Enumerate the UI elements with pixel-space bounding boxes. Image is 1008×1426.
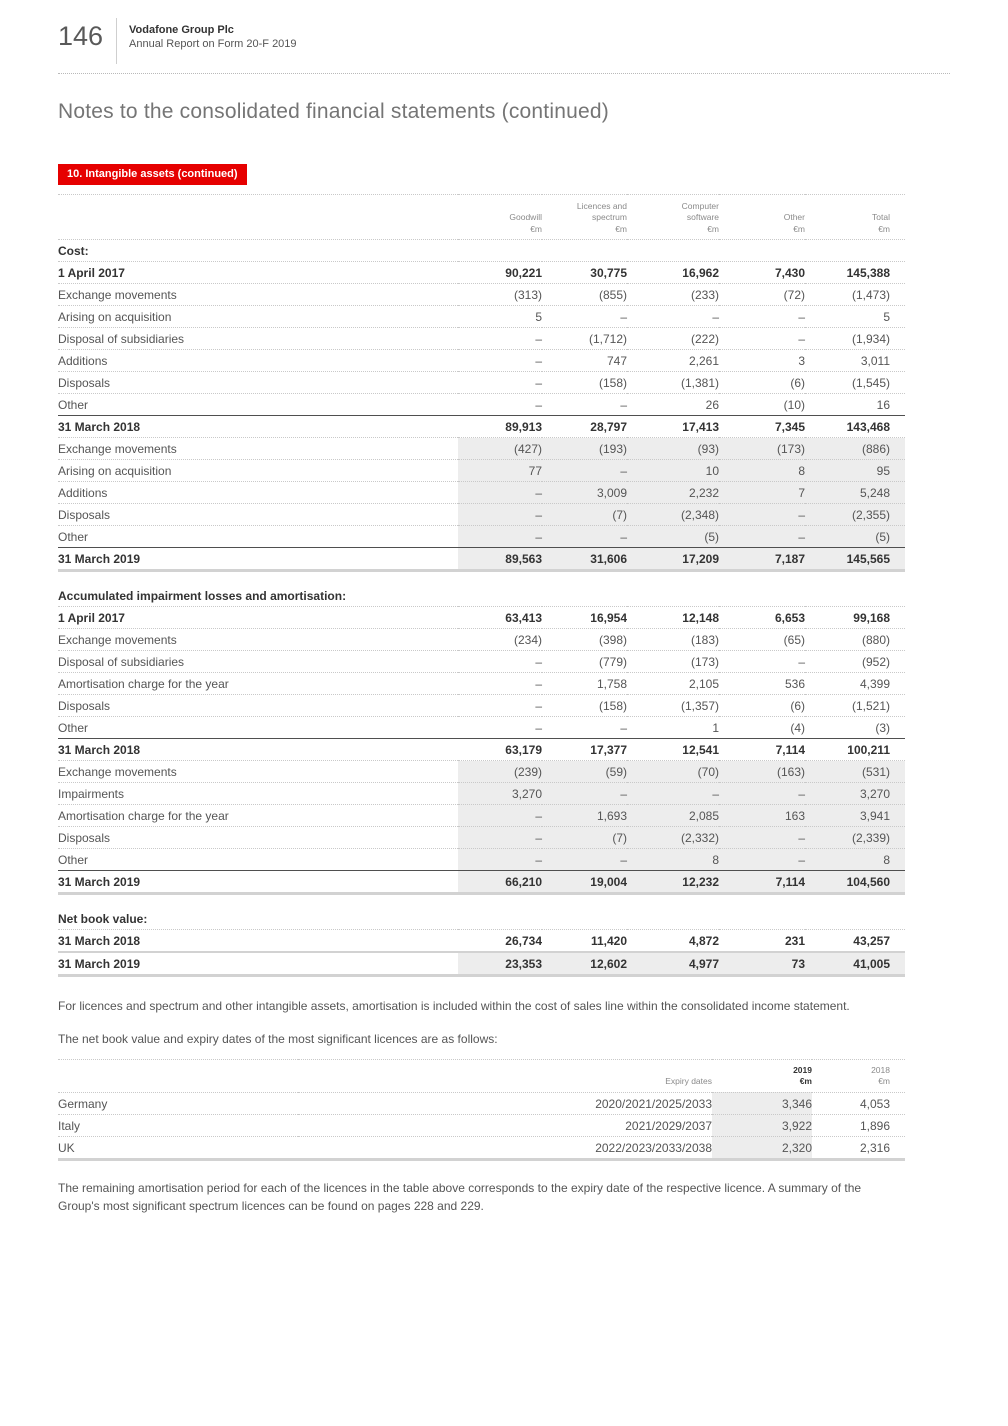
cell-value: 536	[719, 673, 805, 695]
column-header-line: software	[686, 212, 719, 223]
table-row	[58, 761, 905, 783]
cell-value: 28,797	[542, 416, 627, 438]
column-header	[805, 195, 905, 240]
table-row	[58, 651, 905, 673]
column-header-line: Other	[783, 212, 805, 223]
cell-value: (4)	[719, 717, 805, 739]
cell-value: 17,209	[627, 548, 719, 571]
cell-value: –	[458, 849, 542, 871]
cell-value: –	[542, 306, 627, 328]
cell-value: 6,653	[719, 607, 805, 629]
table-row	[58, 416, 905, 438]
row-label: Amortisation charge for the year	[58, 673, 458, 695]
row-label: Other	[58, 526, 458, 548]
cell-value: 10	[627, 460, 719, 482]
cell-value: (779)	[542, 651, 627, 673]
table-row	[58, 673, 905, 695]
cell-value: 163	[719, 805, 805, 827]
row-label: Other	[58, 394, 458, 416]
row-label: Disposals	[58, 504, 458, 526]
year-2019-header	[712, 1059, 812, 1092]
column-header-line: Total	[872, 212, 890, 223]
cell-value: –	[542, 783, 627, 805]
page-header	[58, 16, 1008, 64]
row-label: 31 March 2018	[58, 416, 458, 438]
year-2018-unit: €m	[878, 1076, 890, 1087]
table-row	[58, 871, 905, 894]
row-label: Disposals	[58, 827, 458, 849]
header-rule	[58, 73, 950, 74]
cell-value: 16	[805, 394, 905, 416]
cell-value: 7,345	[719, 416, 805, 438]
section-heading: Accumulated impairment losses and amortisation:	[58, 571, 905, 607]
cell-value: –	[719, 306, 805, 328]
licence-table-container	[58, 1059, 1008, 1161]
cell-value: –	[458, 394, 542, 416]
cell-value: 12,602	[542, 952, 627, 976]
section-heading: Net book value:	[58, 894, 905, 930]
cell-value: 7	[719, 482, 805, 504]
cell-value: 4,399	[805, 673, 905, 695]
cell-value: (158)	[542, 372, 627, 394]
cell-value: 2,261	[627, 350, 719, 372]
row-label: 1 April 2017	[58, 607, 458, 629]
cell-value: (1,712)	[542, 328, 627, 350]
cell-value: 7,114	[719, 871, 805, 894]
cell-value: 104,560	[805, 871, 905, 894]
cell-value: –	[719, 504, 805, 526]
expiry-dates-header: Expiry dates	[298, 1059, 712, 1092]
column-header	[542, 195, 627, 240]
cell-value: (952)	[805, 651, 905, 673]
cell-value: (1,357)	[627, 695, 719, 717]
table-row	[58, 262, 905, 284]
year-2018-label: 2018	[871, 1064, 890, 1075]
cell-value: –	[542, 849, 627, 871]
cell-value: –	[627, 306, 719, 328]
cell-value: (2,332)	[627, 827, 719, 849]
cell-value: –	[719, 328, 805, 350]
row-label: Additions	[58, 350, 458, 372]
cell-value: 17,377	[542, 739, 627, 761]
cell-value: (6)	[719, 695, 805, 717]
cell-value: –	[719, 783, 805, 805]
section-heading-row	[58, 894, 905, 930]
cell-value: (163)	[719, 761, 805, 783]
cell-value: –	[542, 460, 627, 482]
year-2018-header	[812, 1059, 905, 1092]
cell-value: (7)	[542, 827, 627, 849]
row-label: 31 March 2018	[58, 739, 458, 761]
cell-value: (398)	[542, 629, 627, 651]
table-row	[58, 328, 905, 350]
licence-table	[58, 1059, 905, 1161]
cell-value: 5	[458, 306, 542, 328]
cell-value: –	[719, 849, 805, 871]
paragraph-amortisation-note: For licences and spectrum and other intangible assets, amortisation is included within the cost of sales line within the consolidated income statement.	[58, 999, 850, 1014]
cell-value: 1	[627, 717, 719, 739]
year-2019-label: 2019	[793, 1064, 812, 1075]
cell-value: 8	[719, 460, 805, 482]
cell-value: (880)	[805, 629, 905, 651]
cell-value: 63,179	[458, 739, 542, 761]
cell-value: 2,085	[627, 805, 719, 827]
cell-value: 11,420	[542, 930, 627, 953]
paragraph-remaining-amortisation: The remaining amortisation period for each of the licences in the table above corresponds to the expiry date of the respective licence. A summary of the Group's most significant spectrum licences can be found on pages 228 and 229.	[58, 1180, 862, 1214]
column-header-line: €m	[530, 223, 542, 234]
cell-value: (65)	[719, 629, 805, 651]
cell-value: (183)	[627, 629, 719, 651]
cell-value: 747	[542, 350, 627, 372]
cell-value: –	[458, 673, 542, 695]
cell-value: 2,232	[627, 482, 719, 504]
cell-value: 8	[627, 849, 719, 871]
cell-value: 73	[719, 952, 805, 976]
cell-value: (1,521)	[805, 695, 905, 717]
value-2018: 1,896	[812, 1114, 905, 1136]
country-label: Germany	[58, 1092, 298, 1114]
section-heading-row	[58, 240, 905, 262]
header-divider	[116, 18, 117, 64]
page-title: Notes to the consolidated financial statements (continued)	[58, 100, 609, 123]
expiry-dates-value: 2022/2023/2033/2038	[298, 1136, 712, 1159]
cell-value: (233)	[627, 284, 719, 306]
table-row	[58, 827, 905, 849]
cell-value: 2,105	[627, 673, 719, 695]
column-header-row	[58, 195, 905, 240]
table-row	[58, 783, 905, 805]
cell-value: (173)	[719, 438, 805, 460]
cell-value: 90,221	[458, 262, 542, 284]
column-header-line: €m	[615, 223, 627, 234]
cell-value: 17,413	[627, 416, 719, 438]
table-row	[58, 952, 905, 976]
cell-value: (193)	[542, 438, 627, 460]
cell-value: 12,148	[627, 607, 719, 629]
row-label: 1 April 2017	[58, 262, 458, 284]
brand-block	[129, 16, 297, 50]
cell-value: (1,381)	[627, 372, 719, 394]
licence-row	[58, 1136, 905, 1159]
cell-value: (5)	[627, 526, 719, 548]
cell-value: (234)	[458, 629, 542, 651]
cell-value: –	[627, 783, 719, 805]
cell-value: 77	[458, 460, 542, 482]
cell-value: –	[719, 526, 805, 548]
table-row	[58, 482, 905, 504]
value-2019: 2,320	[712, 1136, 812, 1159]
cell-value: –	[542, 717, 627, 739]
cell-value: 89,913	[458, 416, 542, 438]
row-label: Amortisation charge for the year	[58, 805, 458, 827]
value-2018: 4,053	[812, 1092, 905, 1114]
row-label: Disposals	[58, 372, 458, 394]
intangible-assets-table-container	[58, 194, 1008, 977]
cell-value: 7,430	[719, 262, 805, 284]
row-label: Impairments	[58, 783, 458, 805]
table-row	[58, 438, 905, 460]
cell-value: (5)	[805, 526, 905, 548]
value-2018: 2,316	[812, 1136, 905, 1159]
column-header-line: Licences and	[576, 201, 627, 211]
table-row	[58, 695, 905, 717]
cell-value: (7)	[542, 504, 627, 526]
cell-value: –	[458, 372, 542, 394]
cell-value: 26	[627, 394, 719, 416]
country-label: UK	[58, 1136, 298, 1159]
cell-value: 7,187	[719, 548, 805, 571]
cell-value: (222)	[627, 328, 719, 350]
table-row	[58, 350, 905, 372]
cell-value: 99,168	[805, 607, 905, 629]
cell-value: 3	[719, 350, 805, 372]
cell-value: (59)	[542, 761, 627, 783]
cell-value: 145,388	[805, 262, 905, 284]
cell-value: 3,270	[805, 783, 905, 805]
cell-value: 12,232	[627, 871, 719, 894]
cell-value: 3,009	[542, 482, 627, 504]
row-label: 31 March 2019	[58, 871, 458, 894]
table-row	[58, 526, 905, 548]
cell-value: (427)	[458, 438, 542, 460]
table-row	[58, 460, 905, 482]
cell-value: 231	[719, 930, 805, 953]
row-label: Additions	[58, 482, 458, 504]
intangible-assets-table	[58, 194, 905, 977]
column-header-line: €m	[793, 223, 805, 234]
row-label: Other	[58, 849, 458, 871]
column-header	[458, 195, 542, 240]
column-header-line: €m	[878, 223, 890, 234]
cell-value: 43,257	[805, 930, 905, 953]
paragraph-licences-intro: The net book value and expiry dates of the most significant licences are as follows:	[58, 1032, 498, 1046]
cell-value: –	[458, 482, 542, 504]
cell-value: (886)	[805, 438, 905, 460]
table-row	[58, 394, 905, 416]
cell-value: (158)	[542, 695, 627, 717]
cell-value: (93)	[627, 438, 719, 460]
cell-value: (6)	[719, 372, 805, 394]
table-row	[58, 717, 905, 739]
cell-value: –	[458, 504, 542, 526]
column-header-line: €m	[707, 223, 719, 234]
cell-value: –	[458, 350, 542, 372]
cell-value: 8	[805, 849, 905, 871]
row-label: Disposal of subsidiaries	[58, 651, 458, 673]
table-row	[58, 548, 905, 571]
column-header	[719, 195, 805, 240]
table-row	[58, 739, 905, 761]
row-label: Exchange movements	[58, 284, 458, 306]
cell-value: 145,565	[805, 548, 905, 571]
row-label: Exchange movements	[58, 629, 458, 651]
cell-value: 100,211	[805, 739, 905, 761]
cell-value: –	[458, 526, 542, 548]
licence-row	[58, 1114, 905, 1136]
cell-value: (531)	[805, 761, 905, 783]
cell-value: –	[719, 827, 805, 849]
cell-value: 12,541	[627, 739, 719, 761]
row-label: Disposal of subsidiaries	[58, 328, 458, 350]
cell-value: 16,962	[627, 262, 719, 284]
cell-value: (3)	[805, 717, 905, 739]
table-row	[58, 306, 905, 328]
cell-value: 1,693	[542, 805, 627, 827]
table-row	[58, 372, 905, 394]
value-2019: 3,346	[712, 1092, 812, 1114]
column-header-empty	[58, 195, 458, 240]
cell-value: (10)	[719, 394, 805, 416]
cell-value: 31,606	[542, 548, 627, 571]
cell-value: (2,355)	[805, 504, 905, 526]
cell-value: (72)	[719, 284, 805, 306]
brand-name: Vodafone Group Plc	[129, 24, 234, 36]
column-header-line: Goodwill	[509, 212, 542, 223]
cell-value: (239)	[458, 761, 542, 783]
row-label: 31 March 2019	[58, 952, 458, 976]
cell-value: 63,413	[458, 607, 542, 629]
section-heading-row	[58, 571, 905, 607]
licence-row	[58, 1092, 905, 1114]
cell-value: –	[458, 827, 542, 849]
column-header-line: Computer	[681, 201, 719, 211]
table-row	[58, 629, 905, 651]
cell-value: –	[458, 328, 542, 350]
row-label: Exchange movements	[58, 438, 458, 460]
cell-value: 95	[805, 460, 905, 482]
licence-header-row	[58, 1059, 905, 1092]
value-2019: 3,922	[712, 1114, 812, 1136]
cell-value: 19,004	[542, 871, 627, 894]
row-label: Arising on acquisition	[58, 460, 458, 482]
page-number: 146	[58, 21, 104, 51]
year-2019-unit: €m	[799, 1076, 812, 1087]
cell-value: –	[458, 717, 542, 739]
cell-value: (1,545)	[805, 372, 905, 394]
cell-value: 30,775	[542, 262, 627, 284]
section-badge: 10. Intangible assets (continued)	[58, 164, 247, 185]
cell-value: 7,114	[719, 739, 805, 761]
cell-value: 5,248	[805, 482, 905, 504]
cell-value: –	[458, 805, 542, 827]
cell-value: 26,734	[458, 930, 542, 953]
table-row	[58, 805, 905, 827]
row-label: Arising on acquisition	[58, 306, 458, 328]
column-header	[627, 195, 719, 240]
cell-value: –	[458, 651, 542, 673]
cell-value: (855)	[542, 284, 627, 306]
cell-value: 1,758	[542, 673, 627, 695]
row-label: 31 March 2019	[58, 548, 458, 571]
expiry-dates-value: 2020/2021/2025/2033	[298, 1092, 712, 1114]
cell-value: 4,872	[627, 930, 719, 953]
section-heading: Cost:	[58, 240, 905, 262]
table-row	[58, 849, 905, 871]
cell-value: 3,011	[805, 350, 905, 372]
cell-value: 3,270	[458, 783, 542, 805]
cell-value: 16,954	[542, 607, 627, 629]
column-header-line: spectrum	[592, 212, 627, 223]
cell-value: –	[542, 394, 627, 416]
cell-value: (70)	[627, 761, 719, 783]
cell-value: 5	[805, 306, 905, 328]
cell-value: (1,934)	[805, 328, 905, 350]
row-label: Disposals	[58, 695, 458, 717]
cell-value: 66,210	[458, 871, 542, 894]
cell-value: 89,563	[458, 548, 542, 571]
cell-value: (2,339)	[805, 827, 905, 849]
table-row	[58, 607, 905, 629]
row-label: 31 March 2018	[58, 930, 458, 953]
cell-value: –	[719, 651, 805, 673]
expiry-dates-value: 2021/2029/2037	[298, 1114, 712, 1136]
cell-value: 4,977	[627, 952, 719, 976]
cell-value: 3,941	[805, 805, 905, 827]
table-row	[58, 504, 905, 526]
report-subtitle: Annual Report on Form 20-F 2019	[129, 38, 297, 50]
cell-value: –	[458, 695, 542, 717]
table-row	[58, 284, 905, 306]
cell-value: 41,005	[805, 952, 905, 976]
cell-value: 23,353	[458, 952, 542, 976]
cell-value: 143,468	[805, 416, 905, 438]
cell-value: (2,348)	[627, 504, 719, 526]
row-label: Exchange movements	[58, 761, 458, 783]
row-label: Other	[58, 717, 458, 739]
cell-value: (173)	[627, 651, 719, 673]
licence-header-empty	[58, 1059, 298, 1092]
cell-value: (1,473)	[805, 284, 905, 306]
cell-value: –	[542, 526, 627, 548]
table-row	[58, 930, 905, 953]
country-label: Italy	[58, 1114, 298, 1136]
cell-value: (313)	[458, 284, 542, 306]
